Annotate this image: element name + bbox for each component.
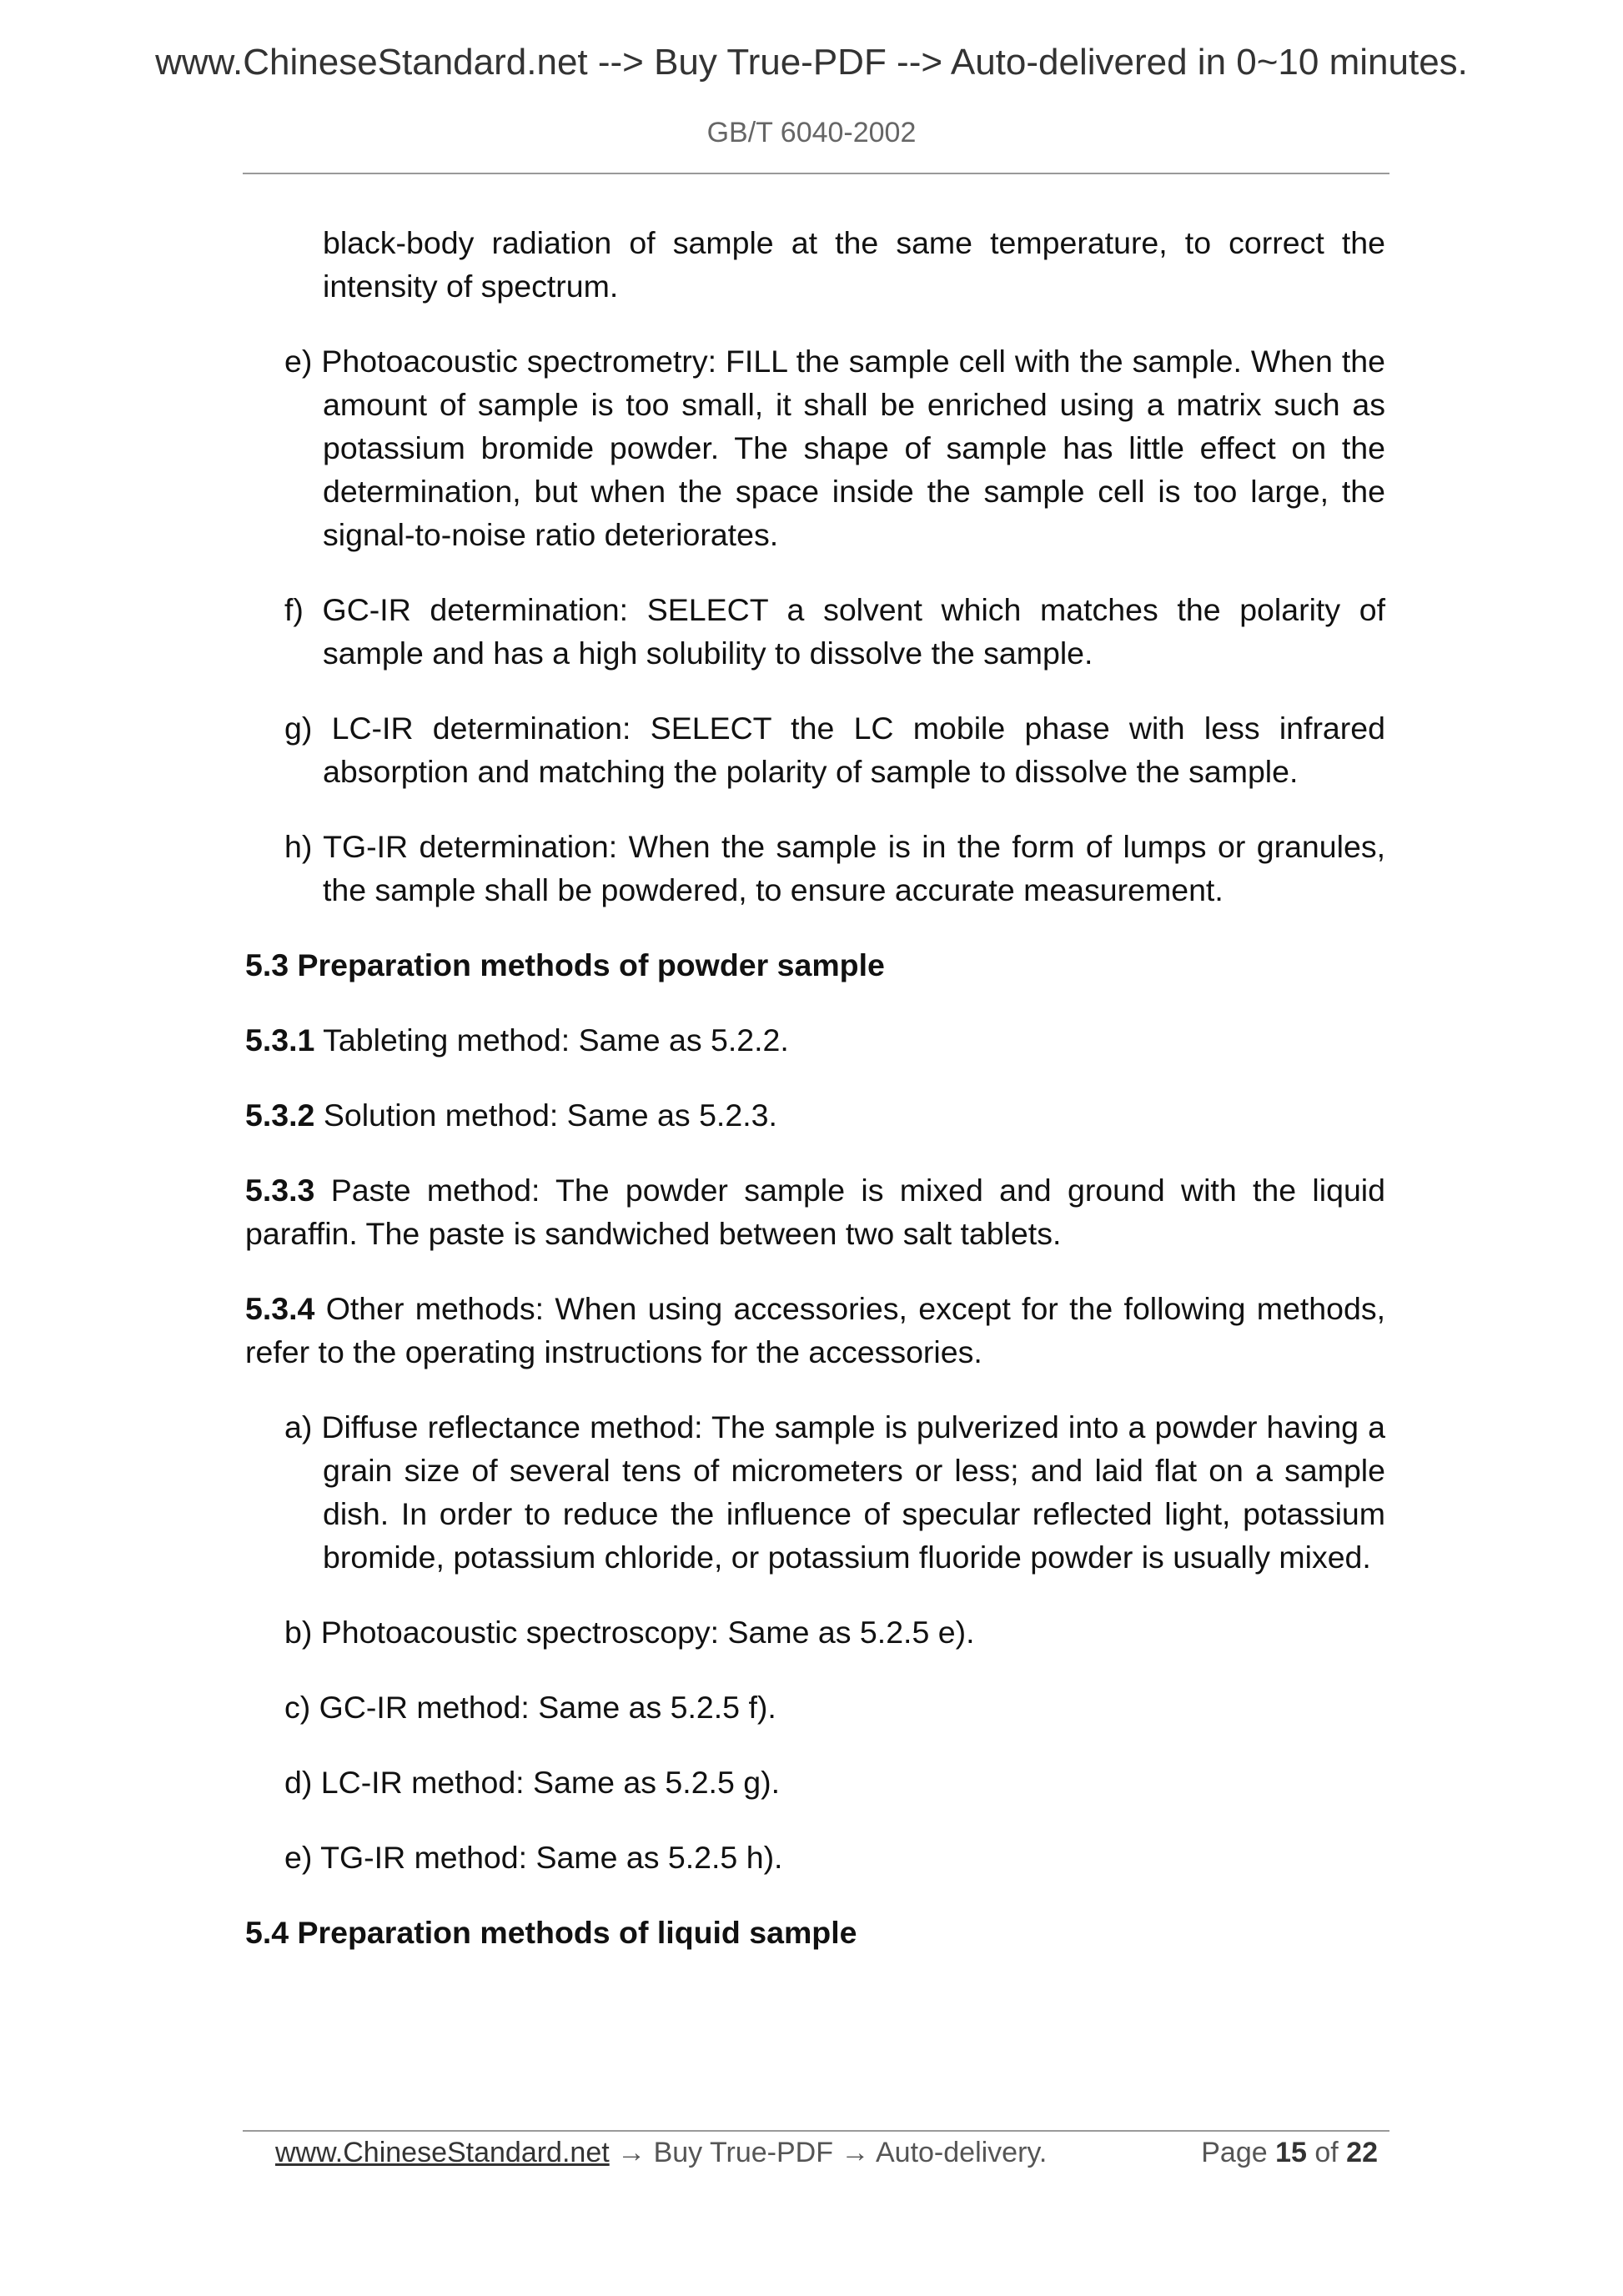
- clause-text: Paste method: The powder sample is mixed and ground with the liquid paraffin. The paste is sandwiched between two salt tablets.: [245, 1173, 1385, 1251]
- page-content: [245, 221, 1385, 1986]
- clause-number: 5.3.1: [245, 1022, 315, 1058]
- clause-5-3-2: [245, 1093, 1385, 1137]
- list-item-a: a) Diffuse reflectance method: The sample is pulverized into a powder having a grain size of several tens of micrometers or less; and laid flat on a sample dish. In order to reduce the influence of specular reflected light, potassium bromide, potassium chloride, or potassium fluoride powder is usually mixed.: [284, 1409, 1385, 1575]
- clause-5-3-1: [245, 1018, 1385, 1062]
- section-heading-5-3: 5.3 Preparation methods of powder sample: [245, 947, 885, 982]
- of-label: of: [1306, 2137, 1347, 2168]
- list-item-e2: e) TG-IR method: Same as 5.2.5 h).: [284, 1840, 783, 1875]
- clause-number: 5.3.3: [245, 1173, 315, 1208]
- page-footer: [275, 2137, 1378, 2169]
- list-item-f: f) GC-IR determination: SELECT a solvent which matches the polarity of sample and has a high solubility to dissolve the sample.: [284, 592, 1385, 671]
- clause-text: Tableting method: Same as 5.2.2.: [314, 1022, 789, 1058]
- paragraph-continuation: black-body radiation of sample at the same temperature, to correct the intensity of spectrum.: [323, 225, 1385, 304]
- clause-text: Solution method: Same as 5.2.3.: [314, 1098, 777, 1133]
- clause-5-3-3: [245, 1168, 1385, 1255]
- clause-number: 5.3.2: [245, 1098, 315, 1133]
- header-banner: www.ChineseStandard.net --> Buy True-PDF --> Auto-delivered in 0~10 minutes.: [155, 42, 1468, 83]
- list-item-c: c) GC-IR method: Same as 5.2.5 f).: [284, 1690, 776, 1725]
- clause-5-3-4: [245, 1287, 1385, 1374]
- footer-divider: [243, 2130, 1389, 2132]
- footer-link[interactable]: www.ChineseStandard.net: [275, 2137, 610, 2168]
- list-item-e: e) Photoacoustic spectrometry: FILL the sample cell with the sample. When the amount of sample is too small, it shall be enriched using a matrix such as potassium bromide powder. The shape of sample has little effect on the determination, but when the space inside the sample cell is too large, the signal-to-noise ratio deteriorates.: [284, 344, 1385, 552]
- page-number: 15: [1275, 2137, 1307, 2168]
- section-heading-5-4: 5.4 Preparation methods of liquid sample: [245, 1915, 857, 1950]
- page-label: Page: [1201, 2137, 1276, 2168]
- footer-text: → Buy True-PDF → Auto-delivery.: [609, 2137, 1048, 2168]
- clause-number: 5.3.4: [245, 1291, 315, 1326]
- clause-text: Other methods: When using accessories, except for the following methods, refer to the operating instructions for the accessories.: [245, 1291, 1385, 1369]
- document-number: GB/T 6040-2002: [706, 117, 917, 148]
- list-item-h: h) TG-IR determination: When the sample is in the form of lumps or granules, the sample shall be powdered, to ensure accurate measurement.: [284, 829, 1385, 907]
- header-divider: [243, 173, 1389, 174]
- page-indicator: [1201, 2137, 1378, 2169]
- list-item-b: b) Photoacoustic spectroscopy: Same as 5.2.5 e).: [284, 1615, 975, 1650]
- list-item-d: d) LC-IR method: Same as 5.2.5 g).: [284, 1765, 781, 1800]
- page-total: 22: [1346, 2137, 1378, 2168]
- list-item-g: g) LC-IR determination: SELECT the LC mobile phase with less infrared absorption and matching the polarity of sample to dissolve the sample.: [284, 711, 1385, 789]
